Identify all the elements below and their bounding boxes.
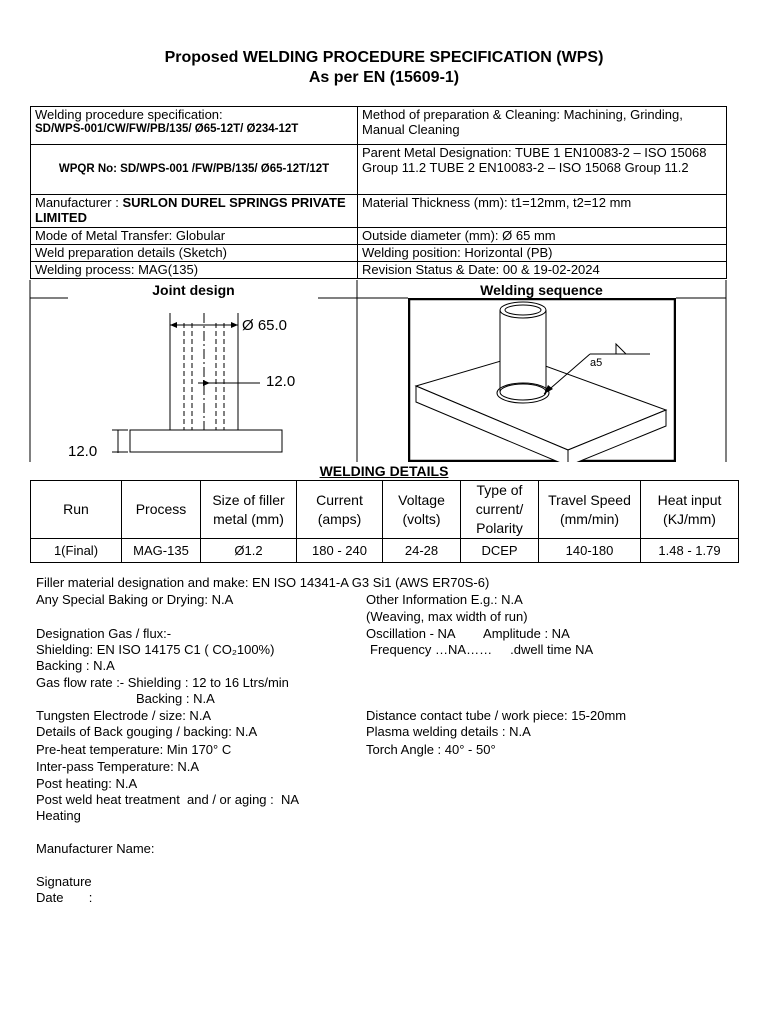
- cell-run: 1(Final): [31, 539, 122, 563]
- weld-prep-cell: Weld preparation details (Sketch): [31, 245, 358, 262]
- title-line-1: Proposed WELDING PROCEDURE SPECIFICATION (WPS): [164, 49, 604, 66]
- cell-heat-input: 1.48 - 1.79: [641, 539, 739, 563]
- preheat-temperature: Pre-heat temperature: Min 170° C: [36, 742, 232, 757]
- outside-diameter-cell: Outside diameter (mm): Ø 65 mm: [358, 228, 727, 245]
- cell-filler-size: Ø1.2: [201, 539, 297, 563]
- col-current: Current (amps): [297, 481, 383, 539]
- joint-design-sketch: [60, 305, 350, 460]
- cell-polarity: DCEP: [461, 539, 539, 563]
- manufacturer-name-label: Manufacturer Name:: [36, 841, 155, 856]
- wps-label: Welding procedure specification:: [35, 107, 223, 122]
- date-label: Date :: [36, 890, 93, 905]
- plasma-welding: Plasma welding details : N.A: [366, 724, 531, 739]
- wps-value: SD/WPS-001/CW/FW/PB/135/ Ø65-12T/ Ø234-12T: [35, 123, 299, 135]
- parent-metal-cell: Parent Metal Designation: TUBE 1 EN10083-2 – ISO 15068 Group 11.2 TUBE 2 EN10083-2 – ISO 15068 Group 11.2: [358, 145, 727, 195]
- metal-transfer-cell: Mode of Metal Transfer: Globular: [31, 228, 358, 245]
- welding-details-table: [30, 480, 739, 563]
- col-travel-speed: Travel Speed (mm/min): [539, 481, 641, 539]
- weld-size-label: a5: [590, 357, 603, 369]
- backing: Backing : N.A: [36, 658, 115, 673]
- title-line-2: As per EN (15609-1): [308, 69, 460, 86]
- joint-design-heading: Joint design: [152, 282, 235, 298]
- wpqr-cell: WPQR No: SD/WPS-001 /FW/PB/135/ Ø65-12T/12T: [31, 145, 358, 195]
- torch-angle: Torch Angle : 40° - 50°: [366, 742, 496, 757]
- special-baking: Any Special Baking or Drying: N.A: [36, 592, 234, 607]
- col-heat-input: Heat input (KJ/mm): [641, 481, 739, 539]
- material-thickness-cell: Material Thickness (mm): t1=12mm, t2=12 mm: [358, 195, 727, 228]
- cell-current: 180 - 240: [297, 539, 383, 563]
- tungsten-electrode: Tungsten Electrode / size: N.A: [36, 708, 212, 723]
- welding-position-cell: Welding position: Horizontal (PB): [358, 245, 727, 262]
- manufacturer-label: Manufacturer :: [35, 195, 123, 210]
- weaving-note: (Weaving, max width of run): [366, 609, 528, 624]
- cell-travel-speed: 140-180: [539, 539, 641, 563]
- signature-label: Signature: [36, 874, 92, 889]
- oscillation: Oscillation - NA Amplitude : NA: [366, 626, 570, 641]
- shielding: Shielding: EN ISO 14175 C1 ( CO₂100%): [36, 642, 275, 657]
- filler-material: Filler material designation and make: EN ISO 14341-A G3 Si1 (AWS ER70S-6): [36, 575, 490, 590]
- designation-gas: Designation Gas / flux:-: [36, 626, 172, 641]
- dim-diameter-label: Ø 65.0: [242, 317, 288, 334]
- col-filler-size: Size of filler metal (mm): [201, 481, 297, 539]
- gas-flow-backing: Backing : N.A: [136, 691, 215, 706]
- cell-process: MAG-135: [122, 539, 201, 563]
- contact-tube-distance: Distance contact tube / work piece: 15-20mm: [366, 708, 627, 723]
- dim-wall-label: 12.0: [266, 373, 296, 390]
- gas-flow-rate: Gas flow rate :- Shielding : 12 to 16 Ltrs/min: [36, 675, 289, 690]
- welding-process-cell: Welding process: MAG(135): [31, 262, 358, 279]
- interpass-temperature: Inter-pass Temperature: N.A: [36, 759, 200, 774]
- col-process: Process: [122, 481, 201, 539]
- col-run: Run: [31, 481, 122, 539]
- col-polarity: Type of current/ Polarity: [461, 481, 539, 539]
- manufacturer-name: SURLON DUREL SPRINGS PRIVATE LIMITED: [35, 195, 346, 225]
- welding-sequence-heading: Welding sequence: [480, 282, 603, 298]
- other-information: Other Information E.g.: N.A: [366, 592, 523, 607]
- cell-voltage: 24-28: [383, 539, 461, 563]
- table-row: [31, 539, 739, 563]
- pwht: Post weld heat treatment and / or aging : NA: [36, 792, 300, 807]
- prep-cleaning-cell: Method of preparation & Cleaning: Machining, Grinding, Manual Cleaning: [358, 107, 727, 145]
- revision-cell: Revision Status & Date: 00 & 19-02-2024: [358, 262, 727, 279]
- col-voltage: Voltage (volts): [383, 481, 461, 539]
- welding-sequence-sketch: [408, 298, 676, 462]
- back-gouging: Details of Back gouging / backing: N.A: [36, 724, 258, 739]
- table-header-row: [31, 481, 739, 539]
- dim-plate-label: 12.0: [68, 443, 98, 460]
- welding-details-title: WELDING DETAILS: [319, 463, 449, 479]
- frequency: Frequency …NA…… .dwell time NA: [370, 642, 594, 657]
- heating: Heating: [36, 808, 81, 823]
- post-heating: Post heating: N.A: [36, 776, 138, 791]
